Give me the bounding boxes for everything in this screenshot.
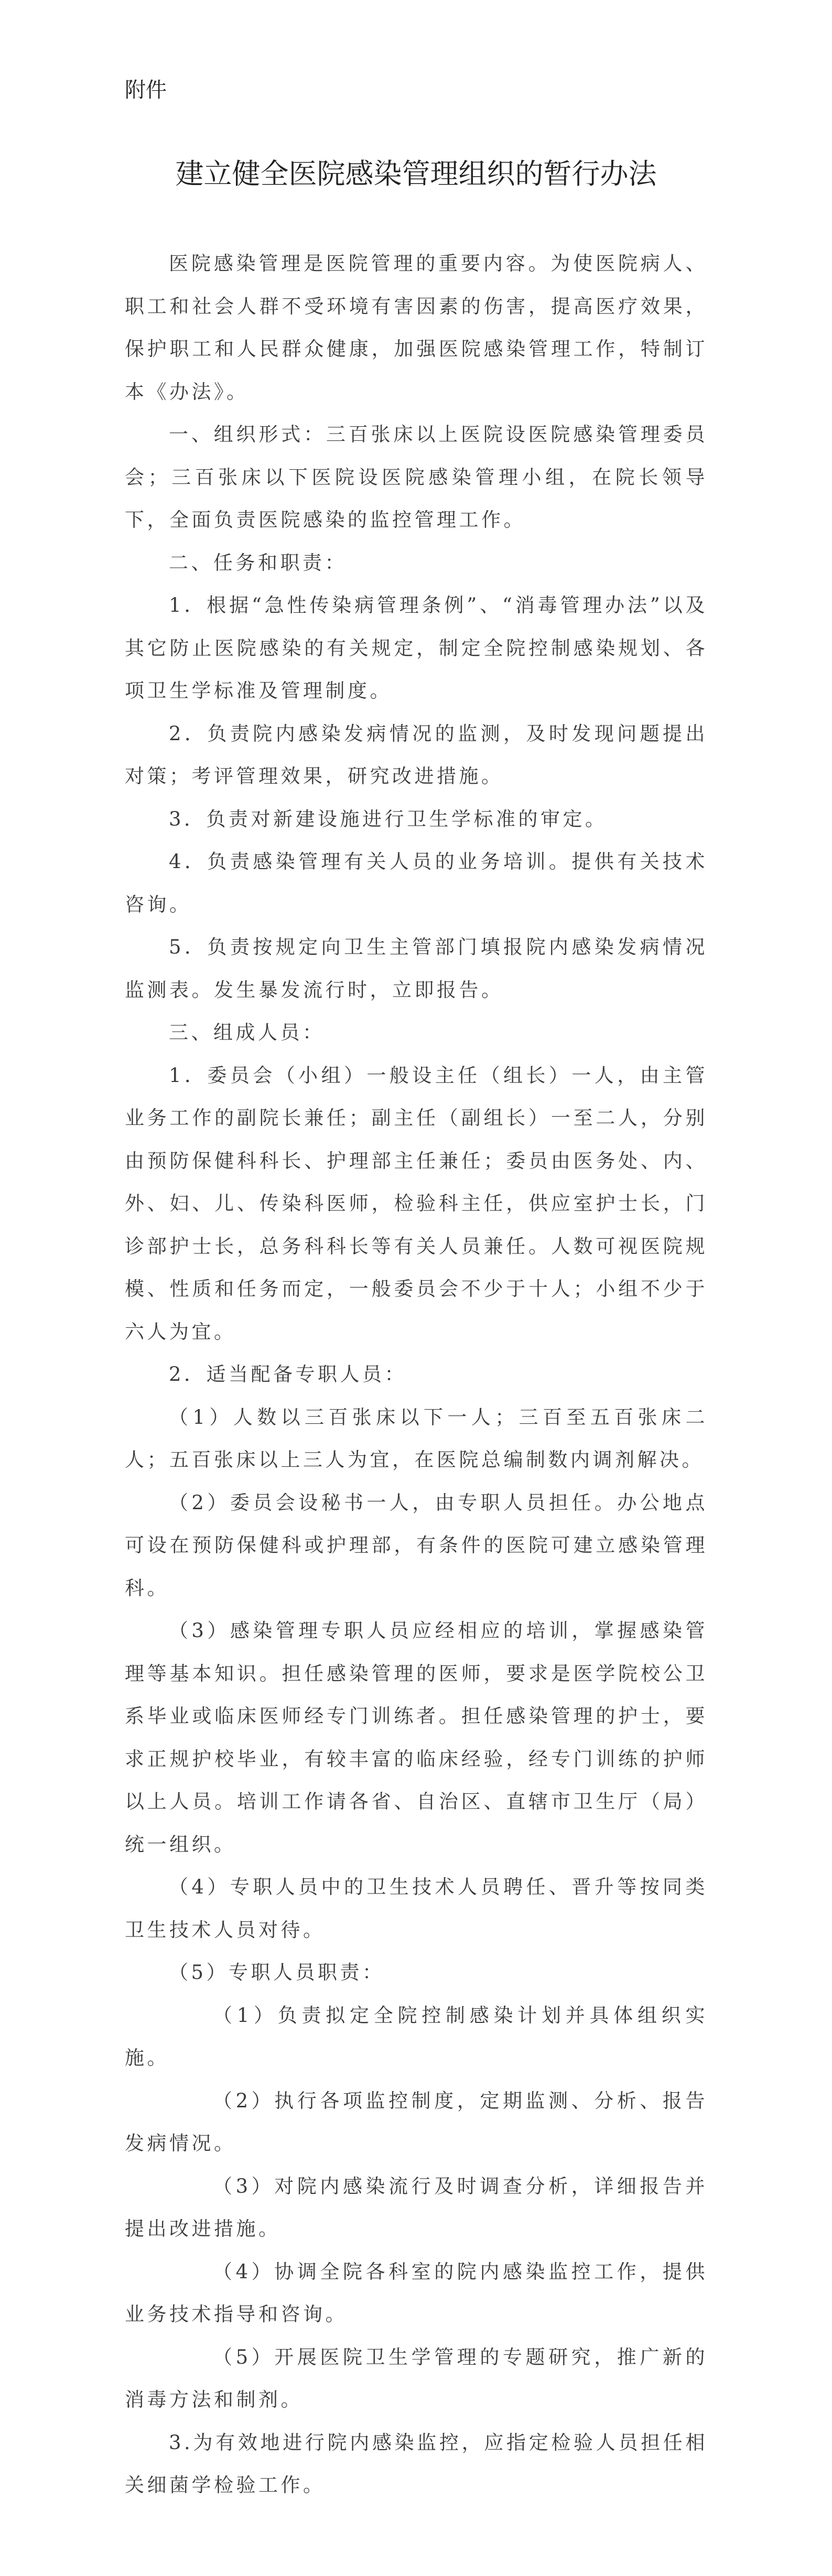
paragraph: 1．委员会（小组）一般设主任（组长）一人，由主管业务工作的副院长兼任；副主任（副组长）一至二人，分别由预防保健科科长、护理部主任兼任；委员由医务处、内、外、妇、儿、传染科医师，检验科主任，供应室护士长，门诊部护士长，总务科科长等有关人员兼任。人数可视医院规模、性质和任务而定，一般委员会不少于十人；小组不少于六人为宜。: [125, 1064, 708, 1343]
paragraph: （5）专职人员职责：: [169, 1961, 385, 1984]
paragraph: （5）开展医院卫生学管理的专题研究，推广新的消毒方法和制剂。: [125, 2345, 708, 2411]
document-title: 建立健全医院感染管理组织的暂行办法: [175, 157, 657, 190]
paragraph: （1）人数以三百张床以下一人；三百至五百张床二人；五百张床以上三人为宜，在医院总编制数内调剂解决。: [125, 1405, 708, 1471]
paragraph: 医院感染管理是医院管理的重要内容。为使医院病人、职工和社会人群不受环境有害因素的伤害，提高医疗效果，保护职工和人民群众健康，加强医院感染管理工作，特制订本《办法》。: [125, 252, 708, 403]
paragraph: 二、任务和职责：: [169, 551, 347, 574]
paragraph: （2）执行各项监控制度，定期监测、分析、报告发病情况。: [125, 2089, 708, 2155]
paragraph: （4）专职人员中的卫生技术人员聘任、晋升等按同类卫生技术人员对待。: [125, 1876, 708, 1941]
paragraph: 3.为有效地进行院内感染监控，应指定检验人员担任相关细菌学检验工作。: [125, 2431, 708, 2496]
document-body: [125, 242, 708, 2507]
paragraph: （2）委员会设秘书一人，由专职人员担任。办公地点可设在预防保健科或护理部，有条件的医院可建立感染管理科。: [125, 1491, 708, 1599]
paragraph: 4．负责感染管理有关人员的业务培训。提供有关技术咨询。: [125, 850, 708, 916]
paragraph: 3．负责对新建设施进行卫生学标准的审定。: [169, 807, 608, 830]
paragraph: （4）协调全院各科室的院内感染监控工作，提供业务技术指导和咨询。: [125, 2260, 708, 2325]
paragraph: 三、组成人员：: [169, 1021, 325, 1044]
paragraph: 2．适当配备专职人员：: [169, 1363, 407, 1386]
paragraph: 一、组织形式：三百张床以上医院设医院感染管理委员会；三百张床以下医院设医院感染管理小组，在院长领导下，全面负责医院感染的监控管理工作。: [125, 423, 708, 531]
paragraph: （3）感染管理专职人员应经相应的培训，掌握感染管理等基本知识。担任感染管理的医师，要求是医学院校公卫系毕业或临床医师经专门训练者。担任感染管理的护士，要求正规护校毕业，有较丰富的临床经验，经专门训练的护师以上人员。培训工作请各省、自治区、直辖市卫生厅（局）统一组织。: [125, 1619, 708, 1856]
attachment-label: 附件: [125, 78, 167, 102]
paragraph: （1）负责拟定全院控制感染计划并具体组织实施。: [125, 2004, 708, 2069]
paragraph: 5．负责按规定向卫生主管部门填报院内感染发病情况监测表。发生暴发流行时，立即报告。: [125, 936, 708, 1001]
paragraph: 2．负责院内感染发病情况的监测，及时发现问题提出对策；考评管理效果，研究改进措施。: [125, 722, 708, 787]
paragraph: 1．根据“急性传染病管理条例”、“消毒管理办法”以及其它防止医院感染的有关规定，制定全院控制感染规划、各项卫生学标准及管理制度。: [125, 594, 708, 702]
paragraph: （3）对院内感染流行及时调查分析，详细报告并提出改进措施。: [125, 2174, 708, 2240]
